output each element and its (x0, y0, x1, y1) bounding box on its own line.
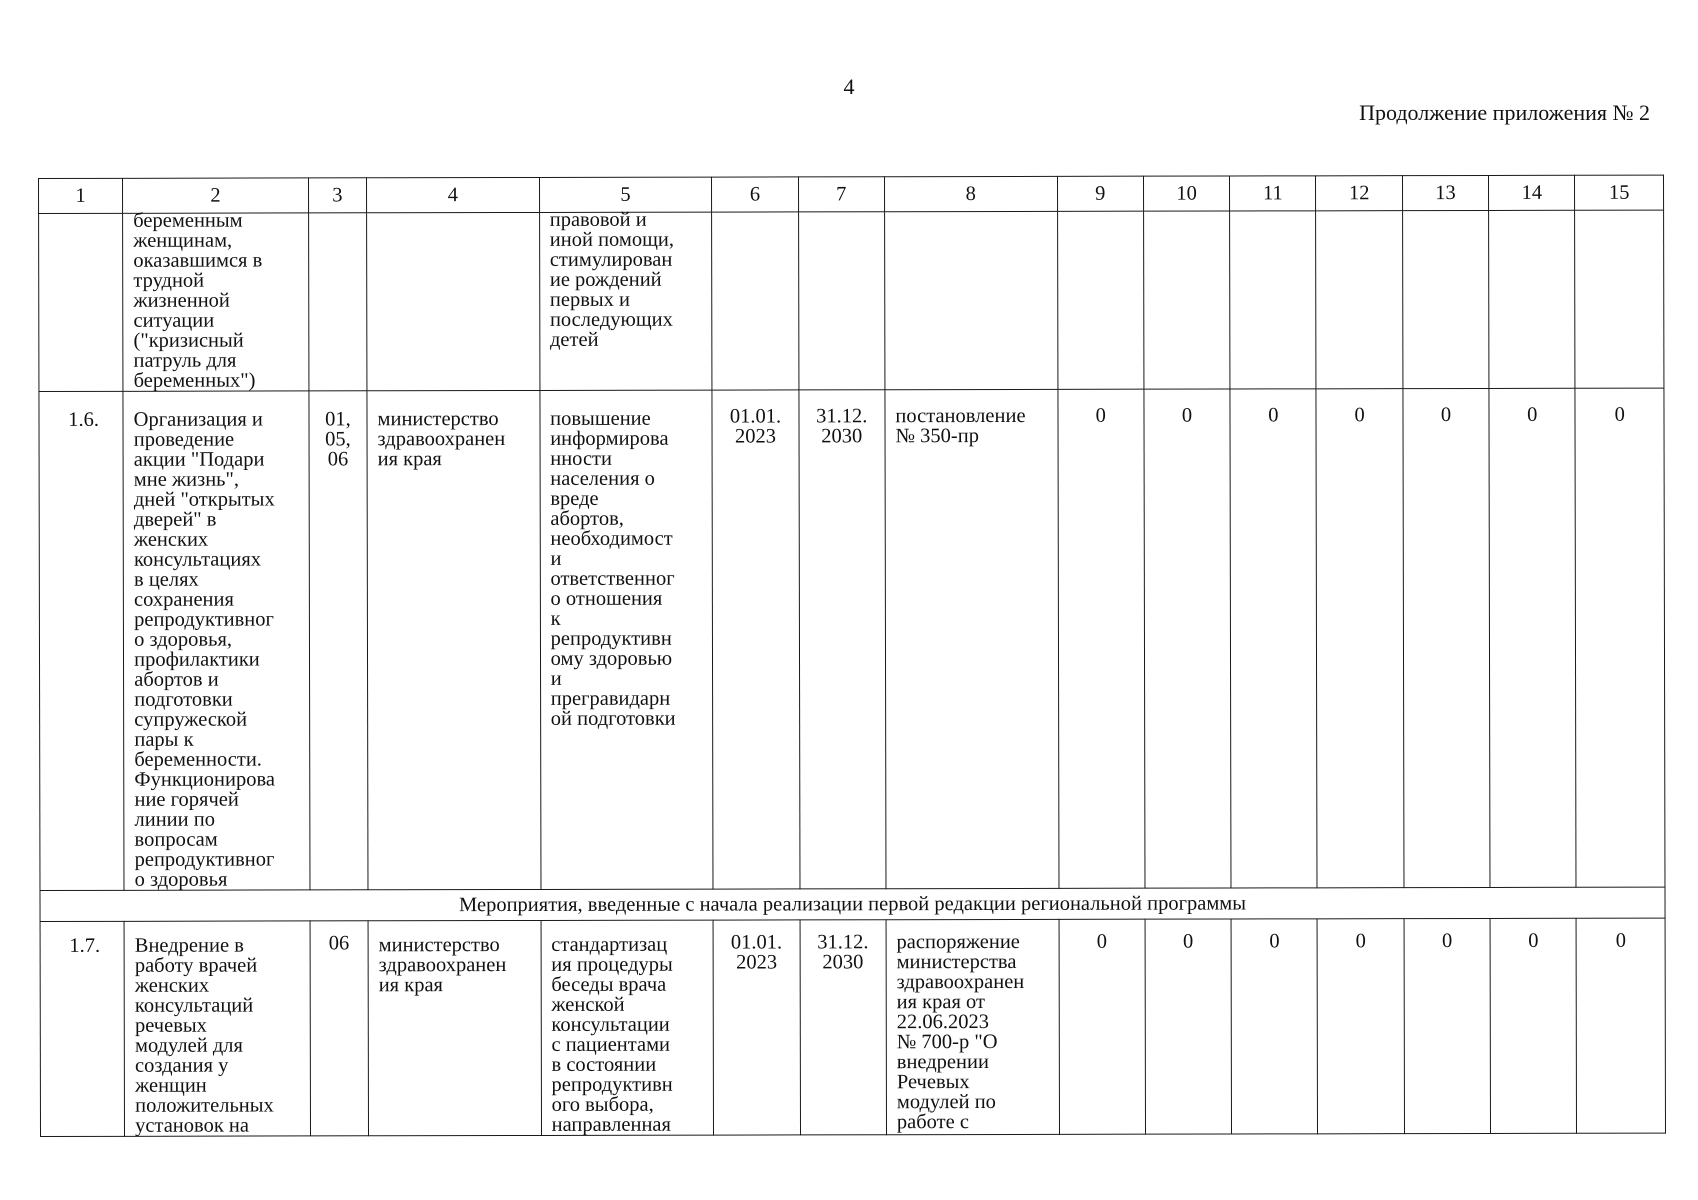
cell-value: 0 (1489, 388, 1576, 887)
column-header-4: 4 (367, 177, 540, 212)
cell-tasks: 06 (310, 921, 369, 1136)
program-measures-table (38, 175, 1666, 1137)
cell-end-date (798, 212, 885, 390)
table-row-1-7 (40, 918, 1665, 1136)
cell-value (1402, 210, 1489, 388)
cell-value (1057, 211, 1144, 389)
cell-legal-basis: постановление № 350-пр (885, 389, 1059, 888)
cell-start-date (712, 212, 799, 390)
cell-legal-basis (884, 211, 1057, 389)
cell-executor (367, 212, 540, 390)
cell-value: 0 (1144, 389, 1231, 888)
column-header-5: 5 (539, 177, 712, 212)
cell-value: 0 (1059, 919, 1146, 1134)
cell-value: 0 (1490, 918, 1577, 1133)
cell-value (1143, 211, 1230, 389)
cell-value: 0 (1403, 388, 1490, 887)
column-header-13: 13 (1402, 175, 1488, 210)
cell-measure-name: беременным женщинам, оказавшимся в трудной жизненной ситуации ("кризисный патруль для беременных") (123, 213, 309, 391)
cell-value: 0 (1231, 919, 1318, 1134)
cell-legal-basis: распоряжение министерства здравоохранен ия края от 22.06.2023 № 700-р "О внедрении Речевых модулей по работе с (886, 919, 1059, 1134)
page-number: 4 (843, 74, 855, 99)
section-heading: Мероприятия, введенные с начала реализации первой редакции региональной программы (40, 887, 1665, 921)
cell-value: 0 (1575, 388, 1665, 887)
cell-executor: министерство здравоохранен ия края (367, 390, 541, 889)
cell-end-date: 31.12. 2030 (799, 390, 886, 889)
cell-value: 0 (1145, 919, 1232, 1134)
column-header-15: 15 (1575, 175, 1664, 210)
column-header-7: 7 (798, 177, 884, 212)
column-header-10: 10 (1143, 176, 1229, 211)
column-header-8: 8 (884, 176, 1057, 211)
cell-number: 1.7. (40, 921, 125, 1136)
cell-value: 0 (1318, 919, 1405, 1134)
cell-end-date: 31.12. 2030 (800, 920, 887, 1135)
cell-value: 0 (1057, 389, 1144, 888)
cell-expected-result: правовой и иной помощи, стимулирован ие рождений первых и последующих детей (539, 212, 712, 390)
cell-measure-name: Внедрение в работу врачей женских консультаций речевых модулей для создания у женщин положительных установок на (124, 921, 310, 1136)
cell-expected-result: повышение информирова нности населения о вреде абортов, необходимост и ответственног о отношения к репродуктивн ому здоровью и прегравидарн ой подготовки (540, 390, 714, 889)
column-header-1: 1 (39, 178, 123, 213)
cell-number: 1.6. (39, 391, 124, 890)
cell-tasks: 01, 05, 06 (309, 391, 368, 890)
cell-tasks (308, 213, 367, 391)
cell-start-date: 01.01. 2023 (713, 920, 800, 1135)
cell-value: 0 (1576, 918, 1665, 1133)
cell-value: 0 (1404, 918, 1491, 1133)
cell-value (1230, 211, 1317, 389)
cell-value (1489, 210, 1576, 388)
cell-value: 0 (1316, 389, 1403, 888)
column-header-2: 2 (123, 178, 309, 213)
column-header-12: 12 (1316, 176, 1402, 211)
table-row-1-6 (39, 388, 1665, 890)
cell-start-date: 01.01. 2023 (712, 390, 799, 889)
column-header-6: 6 (712, 177, 798, 212)
table-row-continued (39, 210, 1664, 391)
column-header-11: 11 (1230, 176, 1316, 211)
cell-value (1575, 210, 1664, 388)
cell-value: 0 (1230, 389, 1317, 888)
appendix-continuation-label: Продолжение приложения № 2 (1359, 100, 1650, 125)
cell-expected-result: стандартизац ия процедуры беседы врача женской консультации с пациентами в состоянии репродуктивн ого выбора, направленная (541, 920, 714, 1135)
section-heading-row (40, 887, 1665, 921)
cell-number (39, 213, 124, 391)
column-header-3: 3 (308, 178, 366, 213)
column-header-9: 9 (1057, 176, 1143, 211)
cell-executor: министерство здравоохранен ия края (368, 920, 541, 1135)
column-header-14: 14 (1489, 175, 1575, 210)
cell-measure-name: Организация и проведение акции "Подари мне жизнь", дней "открытых дверей" в женских консультациях в целях сохранения репродуктивног о здоровья, профилактики абортов и подготовки супружеской пары к беременности. Функционирова ние горячей линии по вопросам репродуктивног о здоровья (123, 391, 310, 890)
cell-value (1316, 211, 1403, 389)
